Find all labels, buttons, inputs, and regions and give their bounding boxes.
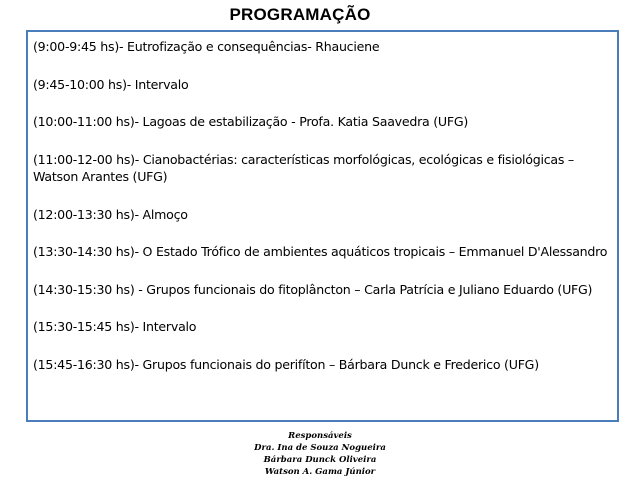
responsible-name: Watson A. Gama Júnior bbox=[264, 467, 376, 477]
schedule-item: (12:00-13:30 hs)- Almoço bbox=[33, 206, 188, 222]
schedule-item: (14:30-15:30 hs) - Grupos funcionais do fitoplâncton – Carla Patrícia e Juliano Eduardo (UFG) bbox=[33, 281, 593, 297]
schedule-item: (15:45-16:30 hs)- Grupos funcionais do perifíton – Bárbara Dunck e Frederico (UFG) bbox=[33, 356, 539, 372]
schedule-box bbox=[26, 30, 619, 422]
schedule-item: (15:30-15:45 hs)- Intervalo bbox=[33, 319, 197, 334]
schedule-item: (9:45-10:00 hs)- Intervalo bbox=[33, 76, 189, 92]
responsible-name: Bárbara Dunck Oliveira bbox=[263, 455, 377, 465]
responsibles-footer bbox=[0, 430, 640, 478]
responsibles-heading: Responsáveis bbox=[288, 431, 352, 441]
page-title: PROGRAMAÇÃO bbox=[229, 5, 371, 24]
schedule-item: (13:30-14:30 hs)- O Estado Trófico de ambientes aquáticos tropicais – Emmanuel D'Alessandro bbox=[33, 244, 608, 259]
schedule-item: (10:00-11:00 hs)- Lagoas de estabilização - Profa. Katia Saavedra (UFG) bbox=[33, 114, 469, 129]
schedule-item: (11:00-12-00 hs)- Cianobactérias: características morfológicas, ecológicas e fisiológicas – Watson Arantes (UFG) bbox=[33, 151, 574, 184]
schedule-item: (9:00-9:45 hs)- Eutrofização e consequências- Rhauciene bbox=[33, 39, 380, 54]
responsible-name: Dra. Ina de Souza Nogueira bbox=[254, 443, 386, 453]
